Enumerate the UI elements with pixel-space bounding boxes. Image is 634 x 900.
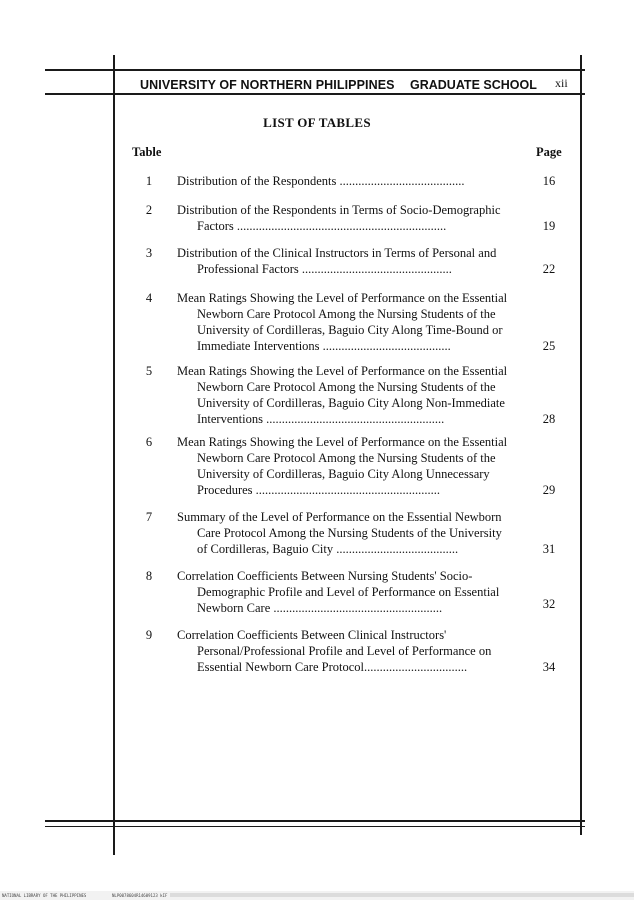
entry-number: 2 bbox=[145, 203, 153, 217]
page-title: LIST OF TABLES bbox=[263, 115, 371, 130]
header-top-rule bbox=[45, 69, 585, 71]
entry-line: Newborn Care ...................................................... bbox=[197, 601, 443, 615]
entry-line: Care Protocol Among the Nursing Students of the University bbox=[197, 526, 502, 540]
entry-number: 4 bbox=[145, 291, 153, 305]
school-name: GRADUATE SCHOOL bbox=[410, 78, 537, 92]
entry-line: Correlation Coefficients Between Clinical Instructors' bbox=[177, 628, 447, 642]
scan-footer bbox=[0, 891, 634, 900]
entry-page: 28 bbox=[542, 412, 556, 426]
left-border-line bbox=[113, 55, 115, 855]
page-column-header: Page bbox=[536, 145, 562, 159]
entry-line: Newborn Care Protocol Among the Nursing Students of the bbox=[197, 451, 496, 465]
entry-line: Newborn Care Protocol Among the Nursing Students of the bbox=[197, 307, 496, 321]
footer-barcode-strip bbox=[170, 893, 634, 897]
header-bottom-rule bbox=[45, 93, 585, 95]
entry-line: of Cordilleras, Baguio City ....................................... bbox=[197, 542, 459, 556]
university-name: UNIVERSITY OF NORTHERN PHILIPPINES bbox=[140, 78, 395, 92]
entry-line: Immediate Interventions ......................................... bbox=[197, 339, 451, 353]
entry-line: Essential Newborn Care Protocol................................. bbox=[197, 660, 468, 674]
entry-page: 22 bbox=[542, 262, 556, 276]
entry-page: 19 bbox=[542, 219, 556, 233]
entry-line: Interventions ......................................................... bbox=[197, 412, 445, 426]
table-column-header: Table bbox=[132, 145, 162, 159]
entry-number: 6 bbox=[145, 435, 153, 449]
entry-page: 25 bbox=[542, 339, 556, 353]
entry-line: Demographic Profile and Level of Performance on Essential bbox=[197, 585, 500, 599]
entry-line: Summary of the Level of Performance on the Essential Newborn bbox=[177, 510, 502, 524]
entry-page: 32 bbox=[542, 597, 556, 611]
entry-line: Factors ................................................................... bbox=[197, 219, 447, 233]
entry-line: Distribution of the Respondents in Terms of Socio-Demographic bbox=[177, 203, 501, 217]
footer-rule-bottom bbox=[45, 826, 585, 827]
entry-page: 16 bbox=[542, 174, 556, 188]
entry-line: Mean Ratings Showing the Level of Performance on the Essential bbox=[177, 435, 508, 449]
footer-code: NLP0078604R14609123 kIF bbox=[112, 893, 168, 898]
entry-line: University of Cordilleras, Baguio City Along Non-Immediate bbox=[197, 396, 505, 410]
footer-library: NATIONAL LIBRARY OF THE PHILIPPINES bbox=[2, 893, 87, 898]
entry-number: 5 bbox=[145, 364, 153, 378]
entry-line: Procedures ........................................................... bbox=[197, 483, 441, 497]
entry-number: 3 bbox=[145, 246, 153, 260]
entry-number: 8 bbox=[145, 569, 153, 583]
entry-line: University of Cordilleras, Baguio City Along Unnecessary bbox=[197, 467, 490, 481]
entry-line: Newborn Care Protocol Among the Nursing Students of the bbox=[197, 380, 496, 394]
footer-rule-top bbox=[45, 820, 585, 822]
entry-line: University of Cordilleras, Baguio City Along Time-Bound or bbox=[197, 323, 503, 337]
entry-line: Distribution of the Respondents ........................................ bbox=[177, 174, 465, 188]
entry-page: 34 bbox=[542, 660, 556, 674]
entry-page: 29 bbox=[542, 483, 556, 497]
entry-line: Correlation Coefficients Between Nursing Students' Socio- bbox=[177, 569, 473, 583]
entry-line: Mean Ratings Showing the Level of Performance on the Essential bbox=[177, 364, 508, 378]
entry-number: 9 bbox=[145, 628, 153, 642]
right-border-line bbox=[580, 55, 582, 835]
page-number: xii bbox=[555, 76, 568, 90]
entry-line: Professional Factors ................................................ bbox=[197, 262, 452, 276]
entry-number: 7 bbox=[145, 510, 153, 524]
entry-number: 1 bbox=[145, 174, 153, 188]
entry-line: Mean Ratings Showing the Level of Performance on the Essential bbox=[177, 291, 508, 305]
entry-line: Personal/Professional Profile and Level of Performance on bbox=[197, 644, 492, 658]
entry-line: Distribution of the Clinical Instructors in Terms of Personal and bbox=[177, 246, 497, 260]
entry-page: 31 bbox=[542, 542, 556, 556]
